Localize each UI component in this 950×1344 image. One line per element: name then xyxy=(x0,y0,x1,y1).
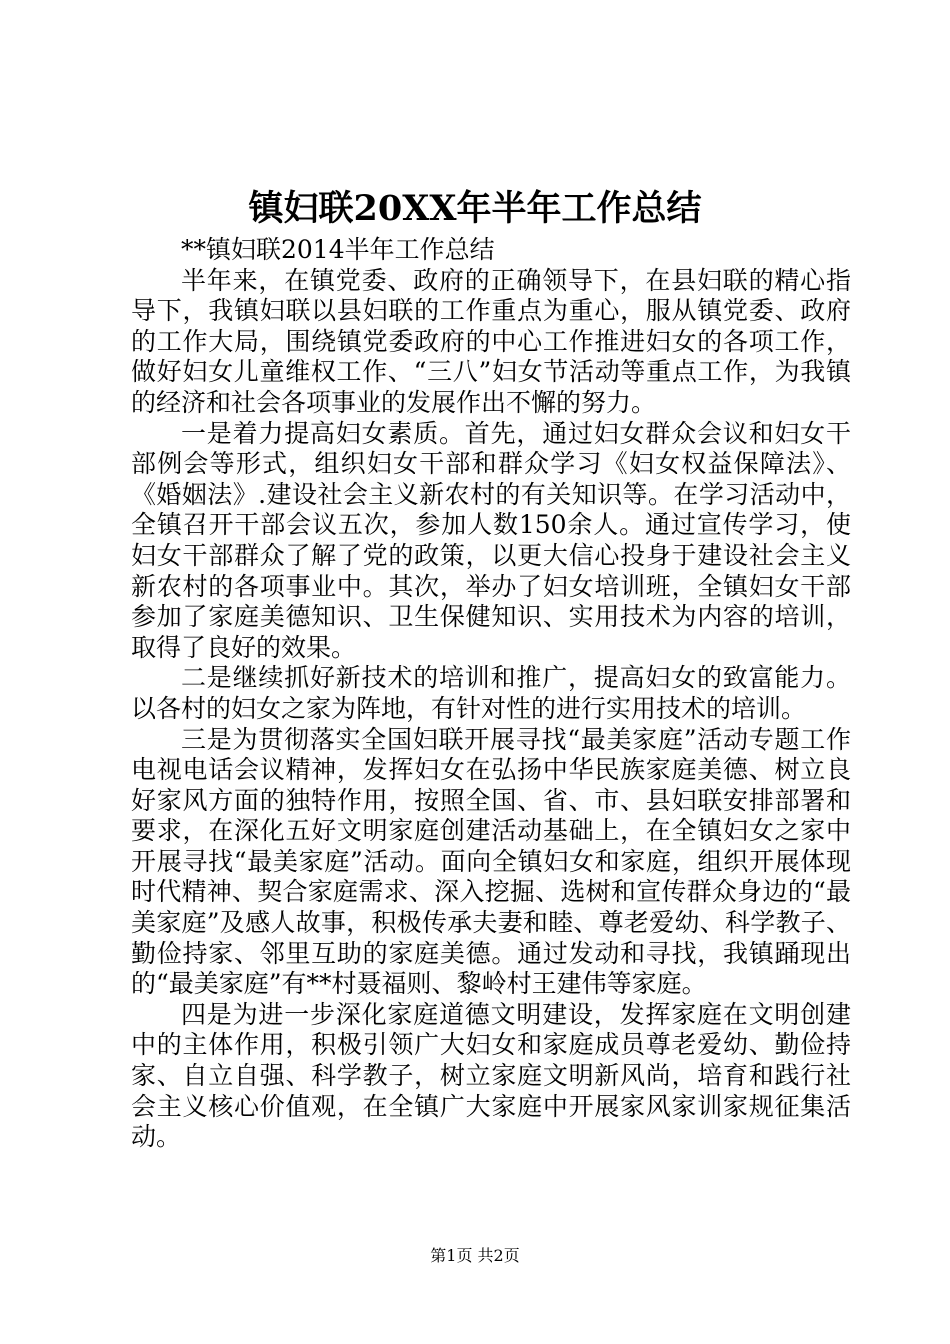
document-body xyxy=(131,235,851,1153)
intro-paragraph: 半年来，在镇党委、政府的正确领导下，在县妇联的精心指导下，我镇妇联以县妇联的工作重点为重心，服从镇党委、政府的工作大局，围绕镇党委政府的中心工作推进妇女的各项工作，做好妇女儿童维权工作、“三八”妇女节活动等重点工作，为我镇的经济和社会各项事业的发展作出不懈的努力。 xyxy=(131,265,851,417)
subtitle-paragraph: **镇妇联2014半年工作总结 xyxy=(181,235,495,264)
paragraph-three: 三是为贯彻落实全国妇联开展寻找“最美家庭”活动专题工作电视电话会议精神，发挥妇女在弘扬中华民族家庭美德、树立良好家风方面的独特作用，按照全国、省、市、县妇联安排部署和要求，在深化五好文明家庭创建活动基础上，在全镇妇女之家中开展寻找“最美家庭”活动。面向全镇妇女和家庭，组织开展体现时代精神、契合家庭需求、深入挖掘、选树和宣传群众身边的“最美家庭”及感人故事，积极传承夫妻和睦、尊老爱幼、科学教子、勤俭持家、邻里互助的家庭美德。通过发动和寻找，我镇踊现出的“最美家庭”有**村聂福则、黎岭村王建伟等家庭。 xyxy=(131,724,851,999)
page-footer: 第1页 共2页 xyxy=(430,1246,520,1265)
document-title: 镇妇联20XX年半年工作总结 xyxy=(248,188,702,229)
paragraph-four: 四是为进一步深化家庭道德文明建设，发挥家庭在文明创建中的主体作用，积极引领广大妇女和家庭成员尊老爱幼、勤俭持家、自立自强、科学教子，树立家庭文明新风尚，培育和践行社会主义核心价值观，在全镇广大家庭中开展家风家训家规征集活动。 xyxy=(131,999,851,1152)
paragraph-one: 一是着力提高妇女素质。首先，通过妇女群众会议和妇女干部例会等形式，组织妇女干部和群众学习《妇女权益保障法》、《婚姻法》.建设社会主义新农村的有关知识等。在学习活动中，全镇召开干部会议五次，参加人数150余人。通过宣传学习，使妇女干部群众了解了党的政策，以更大信心投身于建设社会主义新农村的各项事业中。其次，举办了妇女培训班，全镇妇女干部参加了家庭美德知识、卫生保健知识、实用技术为内容的培训，取得了良好的效果。 xyxy=(131,418,851,662)
paragraph-two: 二是继续抓好新技术的培训和推广，提高妇女的致富能力。以各村的妇女之家为阵地，有针对性的进行实用技术的培训。 xyxy=(131,663,851,723)
